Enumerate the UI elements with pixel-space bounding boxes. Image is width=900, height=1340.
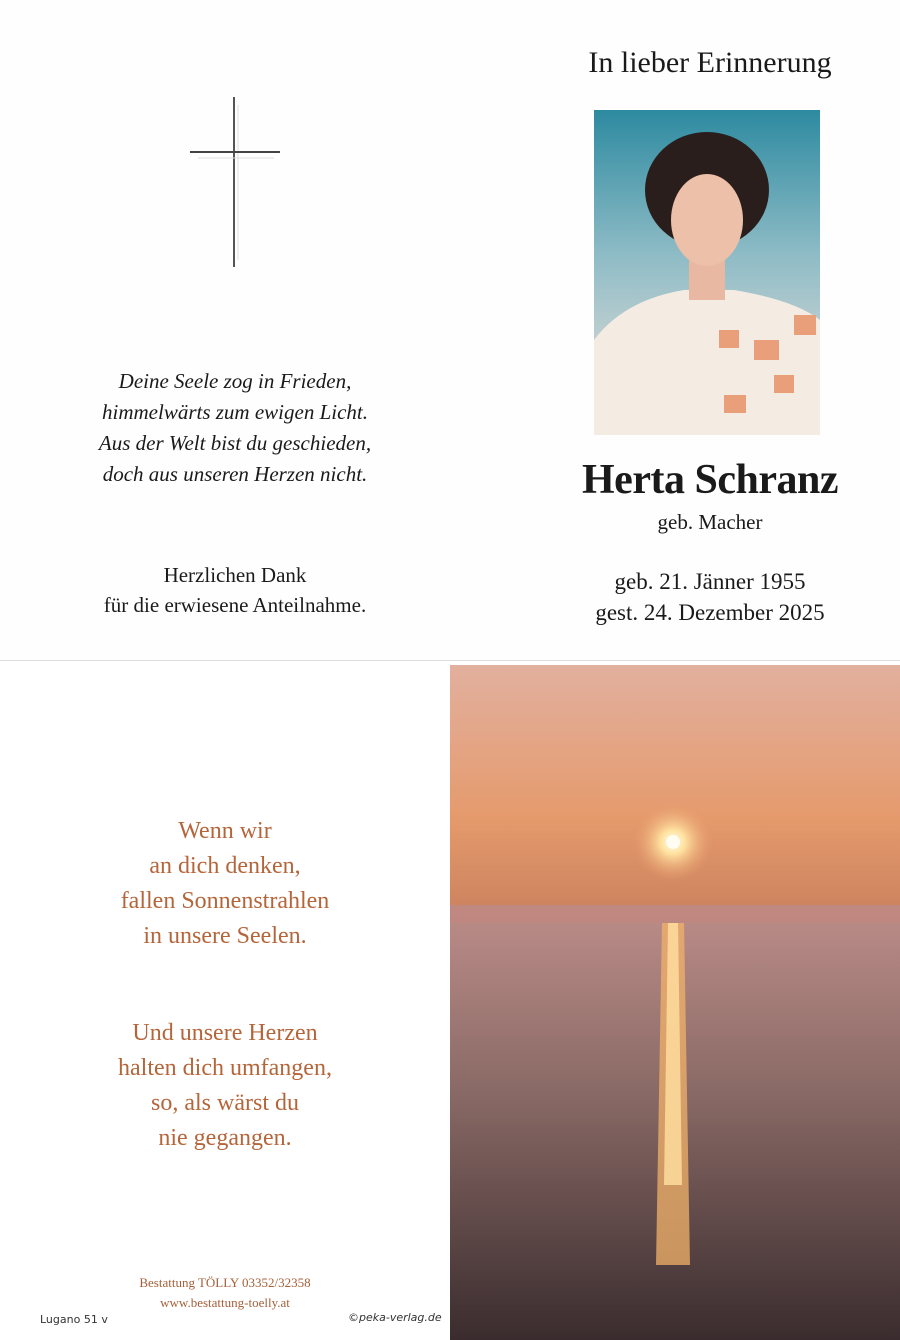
birth-date: geb. 21. Jänner 1955 <box>614 569 806 594</box>
poem <box>30 366 440 490</box>
poem-line: Aus der Welt bist du geschieden, <box>98 431 372 455</box>
poem-line: halten dich umfangen, <box>118 1055 332 1081</box>
poem-line: an dich denken, <box>149 853 301 879</box>
poem-line: in unsere Seelen. <box>143 923 307 949</box>
card-front <box>0 0 900 661</box>
life-dates <box>520 566 900 628</box>
publisher: ©peka-verlag.de <box>348 1311 442 1324</box>
deceased-name: Herta Schranz <box>582 457 838 503</box>
funeral-home <box>30 1273 420 1313</box>
maiden-name: geb. Macher <box>657 510 763 534</box>
sunset-photo <box>450 665 900 1340</box>
poem-sun <box>30 814 420 954</box>
poem-line: himmelwärts zum ewigen Licht. <box>102 400 368 424</box>
poem-line: fallen Sonnenstrahlen <box>120 888 330 914</box>
poem-line: Und unsere Herzen <box>132 1020 318 1046</box>
card-model: Lugano 51 v <box>40 1313 108 1326</box>
poem-line: Wenn wir <box>178 818 272 844</box>
poem-line: so, als wärst du <box>151 1090 299 1116</box>
thanks-line: Herzlichen Dank <box>163 563 307 587</box>
funeral-home-name: Bestattung TÖLLY 03352/32358 <box>139 1275 311 1290</box>
funeral-home-website: www.bestattung-toelly.at <box>160 1295 290 1310</box>
cross-icon <box>186 95 282 270</box>
thanks-line: für die erwiesene Anteilnahme. <box>103 593 367 617</box>
poem-hearts <box>30 1016 420 1156</box>
poem-line: Deine Seele zog in Frieden, <box>118 369 352 393</box>
poem-line: nie gegangen. <box>158 1125 292 1151</box>
death-date: gest. 24. Dezember 2025 <box>595 600 825 625</box>
portrait-photo <box>594 110 820 435</box>
thanks-text <box>30 560 440 620</box>
heading: In lieber Erinnerung <box>588 46 832 79</box>
poem-line: doch aus unseren Herzen nicht. <box>102 462 368 486</box>
